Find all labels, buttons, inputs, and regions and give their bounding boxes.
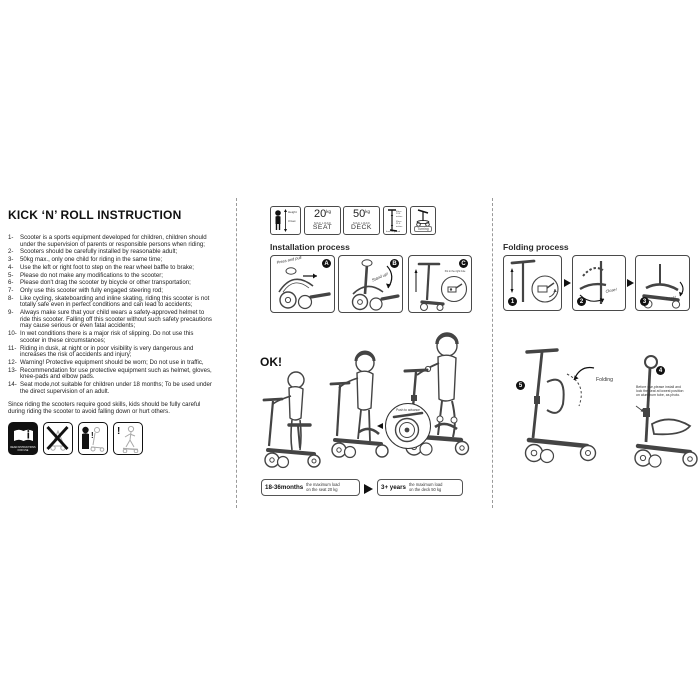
list-item [8, 346, 214, 359]
toddler-seat-mode-illustration [258, 366, 328, 470]
item-number: 9- [8, 309, 14, 317]
tbar-top-measure: 60cm 23.6 inches [396, 211, 403, 218]
list-item [8, 257, 214, 264]
item-number: 6- [8, 279, 14, 287]
step-badge-c: C [459, 259, 468, 268]
caption-line: FOR USE [17, 448, 29, 452]
seat-load [305, 207, 340, 234]
older-child-riding-illustration [395, 331, 483, 473]
fold-line-left [236, 198, 237, 508]
spec-seat-load-box [304, 206, 341, 235]
item-text: In wet conditions there is a major risk of slipping. Do not use this scooter in these circumstances; [20, 330, 194, 344]
age-label: 3+ years [381, 484, 406, 491]
ok-label: OK! [260, 355, 282, 369]
step-note: Lock! [666, 294, 677, 301]
spec-height-box [270, 206, 301, 235]
folding-arrow-icon [572, 362, 598, 384]
item-text: Riding in dusk, at night or in poor visibility is very dangerous and increases the risk of accidents and injury; [20, 344, 194, 359]
item-number: 3- [8, 256, 14, 264]
wheel-note: Push to advance [396, 408, 420, 412]
item-number: 4- [8, 263, 14, 271]
item-number: 1- [8, 234, 14, 241]
installation-step-b [338, 255, 403, 313]
tbar-caption: from the ground [386, 231, 401, 233]
deck-label: DECK [351, 223, 372, 231]
instruction-list [8, 235, 214, 395]
crossed-scooter-icon [44, 423, 71, 453]
item-text: Seat mode,not suitable for children under 18 months; To be used under the direct supervision of an adult. [20, 381, 212, 395]
inset-pointer-arrow [377, 423, 383, 429]
load-note: the maximum load on the deck 50 kg [408, 481, 443, 492]
list-item [8, 288, 214, 295]
list-item [8, 273, 214, 280]
age-range-right [377, 479, 463, 496]
prohibited-action-icon [43, 422, 73, 455]
seat-folding-scooter-illustration [505, 338, 605, 472]
list-item [8, 280, 214, 287]
list-item [8, 249, 214, 256]
list-item [8, 368, 214, 381]
item-text: Please do not make any modifications to the scooter; [20, 271, 163, 279]
step-badge-1: 1 [508, 297, 517, 306]
exclamation-mark: ! [117, 426, 121, 438]
step-note: Close! [605, 286, 618, 294]
list-item [8, 265, 214, 272]
height-label: Height [288, 210, 297, 214]
warning-icons-row [8, 422, 214, 455]
next-step-arrow [627, 279, 634, 287]
seat-label: SEAT [312, 223, 333, 231]
icon-caption [9, 447, 37, 453]
caption-line: READ INSTRUCTIONS [10, 445, 36, 449]
age-transition-arrow [364, 484, 373, 494]
step-badge-3: 3 [640, 297, 649, 306]
seat-lock-note: Before use,please install and lock the seat at lowest position on aluminum tube, as photo. [636, 385, 684, 398]
instructions-column [8, 208, 214, 455]
spec-turning-box [410, 206, 436, 235]
item-number: 8- [8, 294, 14, 302]
item-text: Use the left or right foot to step on the rear wheel baffle to brake; [20, 263, 194, 271]
item-number: 12- [8, 358, 17, 366]
item-number: 7- [8, 286, 14, 294]
folding-step-2 [572, 255, 626, 311]
folding-step-1 [503, 255, 562, 311]
item-text: 50kg max., only one child for riding in the same time; [20, 256, 163, 264]
next-step-arrow [564, 279, 571, 287]
adult-supervision-icon [78, 422, 108, 455]
step-note: Put in the right hole [444, 270, 466, 273]
step-badge-5: 5 [516, 381, 525, 390]
tbar-bottom-measure: 55cm 21.6 inches [396, 221, 403, 228]
installation-step-a [270, 255, 335, 313]
item-number: 13- [8, 366, 17, 374]
seat-load-value: 20 [313, 208, 327, 221]
item-text: Only use this scooter with fully engaged steering rod; [20, 286, 163, 294]
item-text: Please don't drag the scooter by bicycle or other transportation; [20, 279, 191, 287]
item-number: 2- [8, 248, 14, 256]
item-number: 5- [8, 271, 14, 279]
step-note: Stand up! [371, 271, 389, 283]
item-text: Warning! Protective equipment should be worn; Do not use in traffic, [20, 358, 204, 366]
turning-label: Turning [414, 226, 432, 232]
deck-load-value: 50 [352, 208, 366, 221]
item-text: Scooters should be carefully installed by reasonable adult; [20, 248, 178, 256]
installation-step-c [408, 255, 472, 313]
item-text: Like cycling, skateboarding and inline skating, riding this scooter is not totally safe even in perfect conditions and can lead to accidents; [20, 294, 210, 309]
installation-heading: Installation process [270, 242, 350, 252]
item-number: 10- [8, 330, 17, 338]
step-badge-4: 4 [656, 366, 665, 375]
folding-step-3 [635, 255, 690, 311]
load-note: the maximum load on the seat 20 kg [306, 481, 340, 492]
deck-load-unit: kg [365, 209, 370, 215]
fall-hazard-icon [113, 422, 143, 455]
max-load-label: MAX LOAD [314, 220, 331, 225]
step-badge-b: B [390, 259, 399, 268]
folding-heading: Folding process [503, 242, 569, 252]
item-text: Always make sure that your child wears a safety-approved helmet to ride this scooter. Falling off this scooter without such safety precautions may cause serious or even fatal accidents; [20, 309, 212, 330]
turning-scooter-icon [411, 207, 435, 227]
item-text: Scooter is a sports equipment developed for children, children should under the supervision of parents or responsible persons when riding; [20, 234, 207, 248]
deck-load [344, 207, 379, 234]
safety-footnote: Since riding the scooters require good skills, kids should be fully careful during riding the scooter to avoid falling down or hurt others. [8, 401, 201, 416]
fold-line-right [492, 198, 493, 508]
step-badge-2: 2 [577, 297, 586, 306]
list-item [8, 360, 214, 367]
item-number: 11- [8, 344, 17, 352]
list-item [8, 331, 214, 344]
rear-wheel-inset [385, 403, 431, 449]
spec-deck-load-box [343, 206, 380, 235]
max-load-label: MAX LOAD [353, 220, 370, 225]
height-value: 3 feet [288, 219, 296, 223]
list-item [8, 382, 214, 395]
age-range-left [261, 479, 360, 496]
step-badge-a: A [322, 259, 331, 268]
step-note: Press and pull [276, 254, 302, 265]
page-title: KICK ‘N’ ROLL INSTRUCTION [8, 208, 182, 222]
exclamation-mark: ! [91, 431, 94, 441]
seat-load-unit: kg [326, 209, 331, 215]
list-item [8, 310, 214, 330]
item-text: Recommendation for use protective equipment such as helmet, gloves, knee-pads and elbow pads. [20, 366, 212, 381]
child-standing-illustration [325, 346, 395, 472]
folding-label: Folding [596, 377, 614, 383]
list-item [8, 296, 214, 309]
spec-tbar-height-box [383, 206, 407, 235]
read-instructions-icon [8, 422, 38, 455]
seat-locked-scooter-illustration [602, 348, 698, 472]
list-item [8, 235, 214, 248]
age-label: 18-36months [265, 484, 304, 491]
item-number: 14- [8, 381, 17, 389]
